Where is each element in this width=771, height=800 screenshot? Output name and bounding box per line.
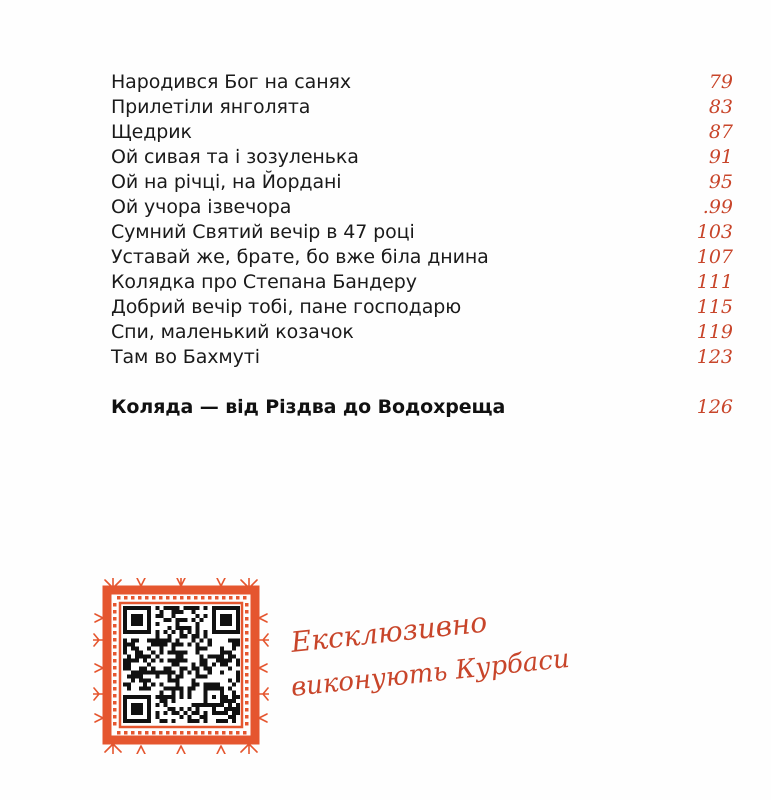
toc-entry-title: Прилетіли янголята: [111, 96, 311, 118]
toc-entry[interactable]: [111, 195, 741, 220]
toc-entry-title: Народився Бог на санях: [111, 71, 351, 93]
caption-line-2: виконують Курбаси: [289, 643, 571, 703]
toc-entry-title: Уставай же, брате, бо вже біла днина: [111, 246, 489, 268]
toc-entry-page: 107: [696, 246, 733, 268]
toc-entry[interactable]: [111, 345, 741, 370]
toc-final-title: Коляда — від Різдва до Водохреща: [111, 396, 506, 418]
toc-entry-page: 87: [708, 121, 733, 143]
toc-entry-page: 79: [708, 71, 733, 93]
toc-entry-title: Добрий вечір тобі, пане господарю: [111, 296, 462, 318]
toc-entry[interactable]: [111, 70, 741, 95]
toc-entry-title: Сумний Святий вечір в 47 році: [111, 221, 415, 243]
toc-entry-title: Щедрик: [111, 121, 192, 143]
qr-code-icon[interactable]: [123, 606, 240, 723]
toc-entry-page: 103: [696, 221, 733, 243]
toc-entry-page: 123: [696, 346, 733, 368]
toc-entry[interactable]: [111, 170, 741, 195]
toc-entry-title: Ой сивая та і зозуленька: [111, 146, 359, 168]
toc-entry[interactable]: [111, 320, 741, 345]
toc-entry[interactable]: [111, 245, 741, 270]
toc-entry-page: 119: [696, 321, 733, 343]
toc-entry-page: .99: [702, 196, 733, 218]
performer-caption: [288, 605, 571, 710]
toc-entry-title: Колядка про Степана Бандеру: [111, 271, 417, 293]
toc-entry-title: Ой учора ізвечора: [111, 196, 292, 218]
toc-final-page: 126: [696, 396, 733, 418]
toc-entry-title: Спи, маленький козачок: [111, 321, 354, 343]
toc-entry-page: 83: [708, 96, 733, 118]
caption-line-1: Ексклюзивно: [289, 605, 489, 659]
toc-entry[interactable]: [111, 270, 741, 295]
toc-entry-page: 95: [708, 171, 733, 193]
toc-entry-page: 111: [696, 271, 733, 293]
toc-entry-page: 91: [708, 146, 733, 168]
toc-entry[interactable]: [111, 295, 741, 320]
toc-entry-title: Ой на річці, на Йордані: [111, 171, 342, 193]
table-of-contents: [111, 70, 741, 370]
toc-entry[interactable]: [111, 145, 741, 170]
toc-entry-page: 115: [696, 296, 733, 318]
toc-entry[interactable]: [111, 120, 741, 145]
toc-entry[interactable]: [111, 95, 741, 120]
toc-final-entry[interactable]: [111, 395, 741, 420]
toc-entry[interactable]: [111, 220, 741, 245]
toc-entry-title: Там во Бахмуті: [111, 346, 260, 368]
